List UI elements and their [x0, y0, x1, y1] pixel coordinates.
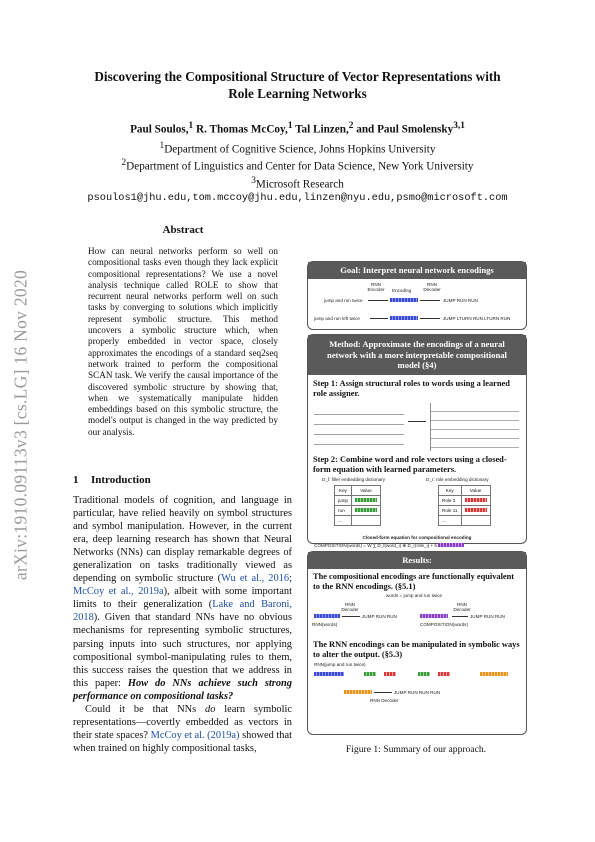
abstract-text: How can neural networks perform so well on compositional tasks even though they lack explicit compositional representations? We use a novel analysis technique called ROLE to show that recurrent neural networks perform well on such tasks by converging to solutions which implicitly represent symbolic structure. This method uncovers a symbolic structure which, when properly embedded in vector space, closely approximates the encodings of a standard seq2seq network trained to perform the compositional SCAN task. We verify the causal importance of the discovered symbolic structure by showing that, when we systematically manipulate hidden embeddings based on this symbolic structure, the model's output is changed in the way predicted by our analysis.: [88, 246, 278, 437]
rnn-encoder-label: RNN Encoder: [367, 281, 385, 292]
arrow: [420, 300, 440, 301]
result-1-output: JUMP RUN RUN: [362, 613, 397, 619]
composition-words-label: COMPOSITION(words): [420, 621, 468, 627]
section-number: 1: [73, 474, 79, 486]
method-panel: [307, 334, 527, 548]
filler-vector: [418, 672, 430, 676]
arrow: [374, 692, 392, 693]
output-2: JUMP LTURN RUN LTURN RUN: [443, 315, 511, 321]
result-1-diagram: [308, 592, 526, 640]
author-emails: psoulos1@jhu.edu,tom.mccoy@jhu.edu,linzen@nyu.edu,psmo@microsoft.com: [87, 191, 508, 204]
composition-vector: [438, 543, 464, 547]
rnn-decoder-label: RNN Decoder: [341, 601, 359, 612]
output-1: JUMP RUN RUN: [443, 297, 478, 303]
filler-vector: [364, 672, 376, 676]
author-names: Paul Soulos,$^1$ R. Thomas McCoy,$^1$ Tal Linzen,$^2$ and Paul Smolensky$^{3,1}$: [130, 121, 465, 136]
goal-header: Goal: Interpret neural network encodings: [308, 262, 526, 279]
input-1: jump and run twice: [324, 297, 363, 303]
filler-dictionary: Key Value jump run ...: [334, 485, 381, 526]
rnn-decoder-label: RNN Decoder: [453, 601, 471, 612]
research-question: How do NNs achieve such strong performance on compositional tasks?: [73, 677, 292, 702]
composition-vector: [420, 614, 448, 618]
method-header: Method: Approximate the encodings of a neural network with a more interpretable compositional model (§4): [308, 335, 526, 375]
role-vector: [465, 498, 487, 502]
intro-paragraph-2: Could it be that NNs do learn symbolic representations—covertly embedded as vectors in their state spaces? McCoy et al. (2019a) showed that when trained on highly compositional tasks,: [73, 703, 293, 754]
results-panel: [307, 551, 527, 735]
section-title: Introduction: [91, 474, 151, 486]
arxiv-id: arXiv:1910.09113v3 [cs.LG] 16 Nov 2020: [10, 269, 31, 581]
intro-paragraph-1: Traditional models of cognition, and language in particular, have relied heavily on symbol structures and symbol manipulation. However, in the current era, deep learning research has shown that Neural Networks (NNs) can display remarkable degrees of generalization on tasks traditionally viewed as depending on symbolic structure (Wu et al., 2016; McCoy et al., 2019a), albeit with some important limits to their generalization (Lake and Baroni, 2018). Given that standard NNs have no obvious mechanisms for representing symbolic structures, parsing inputs into such structures, nor applying compositional symbol-manipulating rules to them, this success raises the question that we address in this paper: How do NNs achieve such strong performance on compositional tasks?: [73, 495, 293, 702]
role-key: Role 3: [439, 495, 462, 505]
results-header: Results:: [308, 552, 526, 569]
result-1: The compositional encodings are functionally equivalent to the RNN encodings. (§5.1): [313, 571, 515, 591]
filler-key: run: [335, 505, 352, 515]
citation-link[interactable]: Wu et al., 2016: [221, 573, 290, 585]
result-1-input: words = jump and run twice: [386, 592, 443, 598]
filler-dict-title: D_f: filler embedding dictionary: [322, 476, 386, 482]
rnn-words-label: RNN(words): [312, 621, 338, 627]
rnn-decoder-label: RNN Decoder: [370, 697, 399, 703]
title-line-2: Role Learning Networks: [228, 86, 367, 101]
intro-heading: [73, 474, 151, 486]
rnn-jump-label: RNN(jump and run twice): [314, 661, 366, 667]
arrow: [342, 616, 360, 617]
goal-panel: [307, 261, 527, 330]
role-vector: [465, 508, 487, 512]
role-key: ...: [439, 515, 462, 525]
arrow: [452, 616, 468, 617]
filler-key: jump: [335, 495, 352, 505]
input-2: jump and run left twice: [314, 315, 360, 321]
goal-diagram: [308, 279, 526, 331]
closed-form-title: Closed-form equation for compositional encoding: [362, 534, 472, 540]
arxiv-stamp: [6, 240, 36, 610]
step-1: Step 1: Assign structural roles to words using a learned role assigner.: [313, 378, 510, 398]
composition-equation: COMPOSITION(words) = W ∑ D_f(word_i) ⊗ D_r(role_i) + b: [308, 540, 526, 552]
role-dict-title: D_r: role embedding dictionary: [426, 476, 489, 482]
filler-key: ...: [335, 515, 352, 525]
filler-vector: [355, 498, 377, 502]
rnn-decoder-label: RNN Decoder: [423, 281, 441, 292]
dictionaries-diagram: [308, 475, 526, 535]
citation-link[interactable]: McCoy et al., 2019a: [73, 586, 164, 598]
figure-caption: Figure 1: Summary of our approach.: [345, 744, 487, 755]
encoding-vector: [390, 298, 418, 302]
encoding-label: Encoding: [392, 287, 412, 293]
role-key: Role 11: [439, 505, 462, 515]
rnn-encoding-vector: [314, 672, 344, 676]
result-2-output: JUMP RUN RUN RUN: [394, 689, 441, 695]
step-2: Step 2: Combine word and role vectors using a closed-form equation with learned parameters.: [313, 454, 507, 474]
title-line-1: Discovering the Compositional Structure of Vector Representations with: [94, 69, 501, 84]
author-block: [40, 120, 555, 205]
citation-link[interactable]: McCoy et al. (2019a): [150, 729, 240, 741]
affiliation-2: $^2$Department of Linguistics and Center for Data Science, New York University: [121, 158, 474, 174]
result-2-diagram: [308, 660, 526, 710]
arrow: [368, 300, 388, 301]
role-vector: [384, 672, 396, 676]
paper-title: [60, 68, 535, 102]
role-dictionary: Key Value Role 3 Role 11 ...: [438, 485, 491, 526]
affiliation-1: $^1$Department of Cognitive Science, Johns Hopkins University: [159, 141, 436, 156]
role-sequence-graphic: [314, 405, 404, 449]
role-assigner-diagram: [308, 399, 526, 455]
filler-vector: [355, 508, 377, 512]
role-vector: [438, 672, 450, 676]
arrow: [420, 318, 440, 319]
role-tree-graphic: [430, 403, 519, 451]
citation-link[interactable]: Lake and Baroni, 2018: [73, 599, 293, 624]
manipulated-vector: [480, 672, 508, 676]
encoding-vector: [390, 316, 418, 320]
result-1-output-2: JUMP RUN RUN: [470, 613, 505, 619]
arrow: [408, 421, 426, 422]
arrow: [370, 318, 388, 319]
result-2: The RNN encodings can be manipulated in symbolic ways to alter the output. (§5.3): [313, 639, 520, 659]
intro-body: [73, 494, 292, 755]
manipulated-vector: [344, 690, 372, 694]
affiliation-3: $^3$Microsoft Research: [251, 175, 344, 191]
rnn-encoding-vector: [314, 614, 340, 618]
abstract-heading: Abstract: [162, 224, 204, 236]
